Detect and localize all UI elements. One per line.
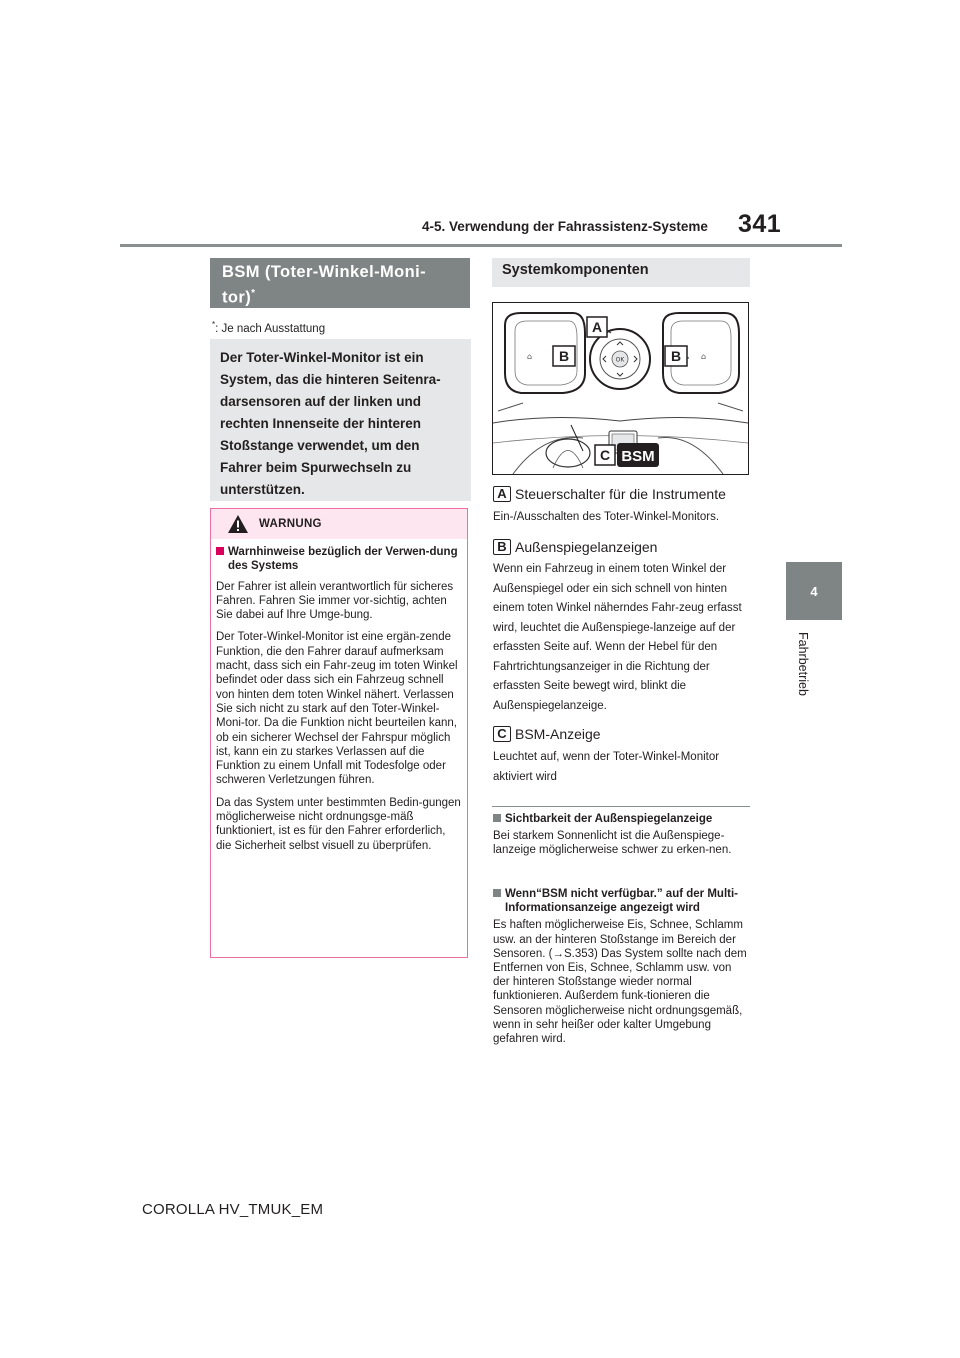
warning-subheading-text: Warnhinweise bezüglich der Verwen-dung des Systems — [228, 546, 458, 573]
note-text: Es haften möglicherweise Eis, Schnee, Schlamm usw. an der hinteren Stoßstange im Bereich der Sensoren. (→S.353) Das System sollte nach dem Entfernen von Eis, Schnee, Schlamm usw. von der hinteren Stoßstange wieder normal funktionieren. Außerdem funk-tionieren die Sensoren möglicherweise nicht ordnungsgemäß, wenn in sehr heißer oder kalter Umgebung gefahren wird. — [493, 919, 747, 1046]
bullet-square-icon — [493, 889, 501, 897]
illustration-label-b-right: B — [670, 348, 682, 364]
component-label-a: A — [493, 486, 511, 502]
system-components-heading — [492, 258, 750, 287]
bsm-heading-line-2: tor) — [222, 288, 252, 307]
note-text: Bei starkem Sonnenlicht ist die Außenspiege-lanzeige möglicherweise schwer zu erken-nen. — [493, 830, 732, 857]
note-title-text: Wenn“BSM nicht verfügbar.” auf der Multi-Informationsanzeige angezeigt wird — [505, 888, 738, 915]
component-c-text: Leuchtet auf, wenn der Toter-Winkel-Monitor aktiviert wird — [493, 751, 720, 783]
chapter-tab — [786, 562, 842, 620]
notes-divider — [492, 806, 750, 807]
bsm-heading-line-1: BSM (Toter-Winkel-Moni- — [222, 263, 426, 281]
warning-header — [211, 509, 467, 539]
footnote-text: : Je nach Ausstattung — [215, 322, 326, 335]
intro-line: rechten Innenseite der hinteren — [220, 416, 422, 431]
bsm-indicator-label: BSM — [621, 448, 655, 465]
component-c-title: BSM-Anzeige — [515, 726, 601, 742]
intro-line: darsensoren auf der linken und — [220, 394, 422, 409]
warning-body — [216, 545, 461, 861]
warning-title: WARNUNG — [259, 518, 322, 530]
dashboard-illustration — [492, 302, 749, 475]
chapter-number: 4 — [810, 584, 818, 599]
component-b-title: Außenspiegelanzeigen — [515, 539, 658, 555]
note-title-text: Sichtbarkeit der Außenspiegelanzeige — [505, 813, 713, 825]
footnote-asterisk: * — [212, 320, 216, 329]
intro-box — [210, 339, 471, 501]
bullet-square-icon — [493, 814, 501, 822]
bsm-heading-asterisk: * — [251, 288, 256, 299]
warning-paragraph: Der Fahrer ist allein verantwortlich für sicheres Fahren. Fahren Sie immer vor-sichtig, achten Sie dabei auf Ihre Umge-bung. — [216, 580, 454, 622]
note-bsm-unavailable — [493, 887, 751, 1046]
intro-text — [220, 347, 465, 501]
illustration-label-b-left: B — [558, 348, 570, 364]
component-b-text: Wenn ein Fahrzeug in einem toten Winkel der Außenspiegel oder ein sich schnell von hinten einem toten Winkel näherndes Fahr-zeug erfasst wird, leuchtet die Außenspiege-lanzeige auf der erfassten Seite auf. Wenn der Hebel für den Fahrtrichtungsanzeiger in die Richtung der erfassten Seite bewegt wird, blinkt die Außenspiegelanzeige. — [493, 563, 742, 712]
availability-footnote — [212, 320, 325, 335]
illustration-label-a: A — [591, 319, 603, 335]
note-title — [493, 812, 751, 826]
intro-line: Stoßstange verwendet, um den — [220, 438, 420, 453]
system-components-heading-text: Systemkomponenten — [502, 262, 649, 278]
right-mirror-indicator-icon: ⌂ — [701, 352, 707, 361]
warning-paragraph: Da das System unter bestimmten Bedin-gungen möglicherweise nicht ordnungsge-mäß funktioniert, ist es für den Fahrer erforderlich, die Sicherheit selbst visuell zu überprüfen. — [216, 796, 461, 852]
component-a-text: Ein-/Ausschalten des Toter-Winkel-Monitors. — [493, 511, 720, 523]
component-label-c: C — [493, 726, 511, 742]
ok-button-label: OK — [615, 356, 625, 364]
chapter-label: Fahrbetrieb — [796, 632, 810, 696]
warning-triangle-icon — [227, 514, 249, 534]
running-header-title: 4-5. Verwendung der Fahrassistenz-Systeme — [422, 219, 708, 234]
warning-box — [210, 508, 468, 958]
intro-line: unterstützen. — [220, 482, 305, 497]
intro-line: Der Toter-Winkel-Monitor ist ein — [220, 350, 424, 365]
header-rule — [120, 244, 842, 247]
dashboard-drawing — [493, 303, 748, 474]
intro-line: System, das die hinteren Seitenra- — [220, 372, 441, 387]
note-title — [493, 887, 751, 915]
component-a-title: Steuerschalter für die Instrumente — [515, 486, 726, 502]
warning-paragraph: Der Toter-Winkel-Monitor ist eine ergän-zende Funktion, die den Fahrer darauf aufmerksam macht, dass sich ein Fahr-zeug im toten Winkel befindet oder dass sich ein Fahrzeug schnell von hinten dem toten Winkel nähert. Verlassen Sie sich nicht zu stark auf den Toter-Winkel-Moni-tor. Da die Funktion nicht beurteilen kann, ob ein sicherer Wechsel der Fahrspur möglich ist, kann ein zu starkes Verlassen auf die Funktion zu einem Unfall mit Todesfolge oder schweren Verletzungen führen. — [216, 631, 458, 787]
page-number: 341 — [738, 210, 782, 238]
bsm-section-heading — [210, 258, 470, 308]
model-code-footer: COROLLA HV_TMUK_EM — [142, 1201, 324, 1218]
intro-line: Fahrer beim Spurwechseln zu — [220, 460, 412, 475]
bullet-square-icon — [216, 547, 224, 555]
left-mirror-indicator-icon: ⌂ — [527, 352, 533, 361]
component-label-b: B — [493, 539, 511, 555]
warning-subheading — [216, 545, 461, 574]
note-visibility — [493, 812, 751, 858]
illustration-label-c: C — [599, 447, 611, 463]
